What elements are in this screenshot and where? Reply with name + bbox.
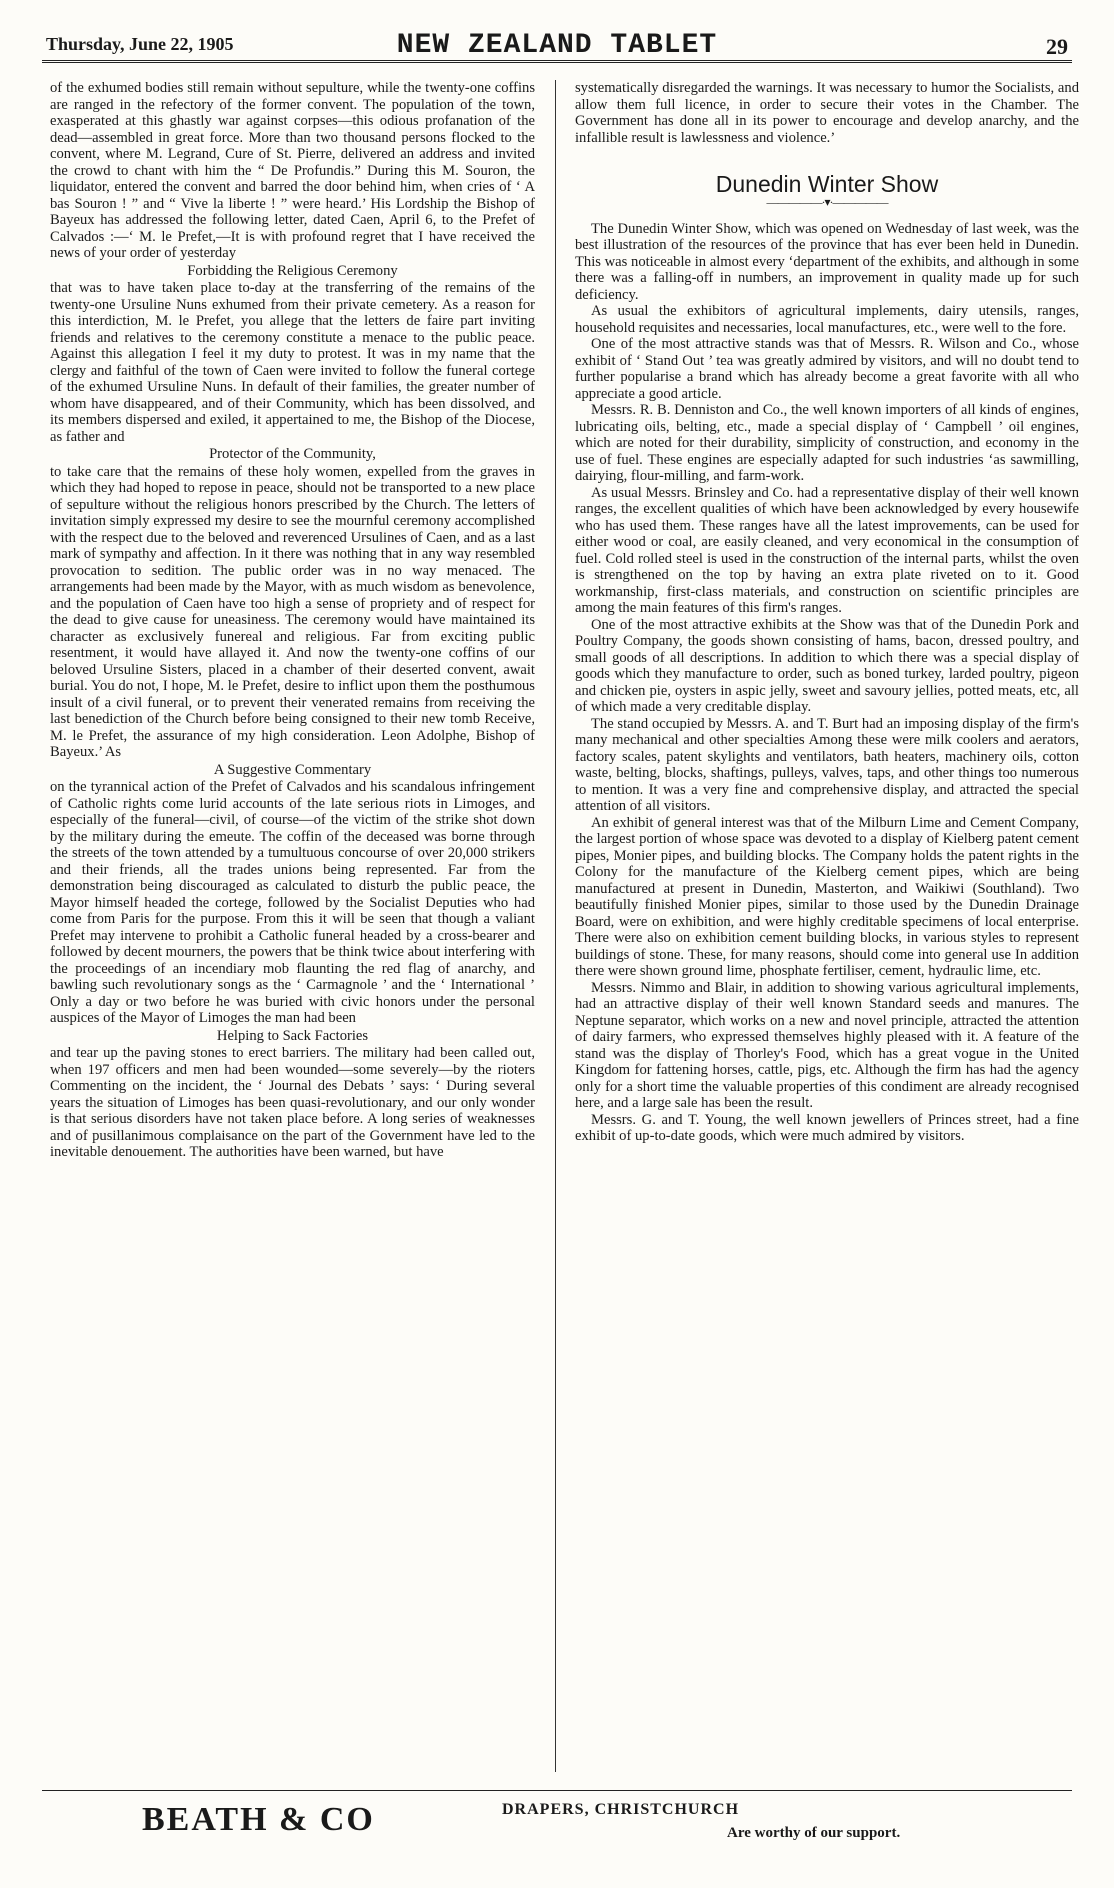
left-column bbox=[50, 80, 535, 1772]
article-paragraph: One of the most attractive stands was that of Messrs. R. Wilson and Co., whose exhibit of ‘ Stand Out ’ tea was greatly admired by visitors, and will no doubt tend to further popularise a brand which has already become a great favorite with all who appreciate a good article. bbox=[575, 336, 1079, 402]
advertiser-tagline: Are worthy of our support. bbox=[727, 1825, 901, 1841]
subheading-factories: Helping to Sack Factories bbox=[216, 1027, 369, 1044]
page-number: 29 bbox=[1046, 34, 1068, 59]
article-paragraph: As usual the exhibitors of agricultural implements, dairy utensils, ranges, household requisites and necessaries, local manufactures, etc., were well to the fore. bbox=[575, 303, 1079, 336]
column-divider bbox=[555, 80, 556, 1772]
subheading-forbidding: Forbidding the Religious Ceremony bbox=[187, 262, 398, 279]
subheading-commentary: A Suggestive Commentary bbox=[213, 761, 372, 778]
article-paragraph: and tear up the paving stones to erect barriers. The military had been called out, when 197 officers and men had been wounded—some severely—by the rioters Commenting on the incident, the ‘ Journal des Debats ’ says: ‘ During several years the situation of Limoges has been quasi-revolutionary, and our only wonder is that serious disorders have not taken place before. A long series of weaknesses and of pusillanimous complaisance on the part of the Government have led to the inevitable denouement. The authorities have been warned, but have bbox=[50, 1045, 535, 1160]
article-heading: Dunedin Winter Show bbox=[715, 171, 939, 197]
article-paragraph: Messrs. R. B. Denniston and Co., the well known importers of all kinds of engines, lubricating oils, belting, etc., made a special display of ‘ Campbell ’ oil engines, which are noted for their durability, simplicity of construction, and economy in the use of fuel. These engines are especially adapted for such industries ‘as sawmilling, dairying, flour-milling, and farm-work. bbox=[575, 402, 1079, 484]
advertiser-name: BEATH & CO bbox=[142, 1801, 375, 1838]
issue-date: Thursday, June 22, 1905 bbox=[46, 34, 234, 54]
article-paragraph: The Dunedin Winter Show, which was opened on Wednesday of last week, was the best illustration of the resources of the province that has ever been held in Dunedin. This was noticeable in almost every ‘department of the exhibits, and although in some there was a falling-off in numbers, an improvement in quality made up for such deficiency. bbox=[575, 220, 1079, 303]
article-paragraph: One of the most attractive exhibits at the Show was that of the Dunedin Pork and Poultry Company, the goods shown consisting of hams, bacon, dressed poultry, and small goods of all descriptions. In addition to which there was a special display of goods which they manufacture to order, such as boned turkey, larded poultry, pigeon and chicken pie, oysters in aspic jelly, sweet and savoury jellies, potted meats, etc, all of which made a very creditable display. bbox=[575, 616, 1079, 715]
footer-rule bbox=[42, 1790, 1072, 1791]
article-paragraph: Messrs. G. and T. Young, the well known jewellers of Princes street, had a fine exhibit of up-to-date goods, which were much admired by visitors. bbox=[575, 1111, 1079, 1144]
article-paragraph: to take care that the remains of these holy women, expelled from the graves in which they had hoped to repose in peace, should not be transported to a new place of sepulture without the religious honors prescribed by the Church. The letters of invitation simply expressed my desire to see the mournful ceremony accomplished with the respect due to the beloved and reverenced Ursulines of Caen, and as a last mark of sympathy and affection. In it there was nothing that in any way resembled provocation to sedition. The public order was in no way menaced. The arrangements had been made by the Mayor, with as much wisdom as benevolence, and the population of Caen have too high a sense of propriety and of respect for the dead to give cause for uneasiness. The ceremony would have maintained its character as exclusively funereal and religious. Far from exciting public resentment, it would have allayed it. And now the twenty-one coffins of our beloved Ursuline Sisters, placed in a chamber of their deserted convent, await burial. You do not, I hope, M. le Prefet, desire to inflict upon them the posthumous insult of a civil funeral, or to prevent their venerated remains from receiving the last benediction of the Church before being consigned to their new tomb Receive, M. le Prefet, the assurance of my high consideration. Leon Adolphe, Bishop of Bayeux.’ As bbox=[50, 463, 535, 760]
article-paragraph: on the tyrannical action of the Prefet of Calvados and his scandalous infringement of Catholic rights come lurid accounts of the late serious riots in Limoges, and especially of the funeral—civil, of course—of the victim of the strike shot down by the military during the emeute. The coffin of the deceased was borne through the streets of the town attended by a tumultuous concourse of over 20,000 strikers and their friends, all the trades unions being represented. Far from the demonstration being discouraged as calculated to disturb the public peace, the Mayor himself headed the cortege, followed by the Socialist Deputies who had come from Paris for the purpose. From this it will be seen that though a valiant Prefet may intervene to prohibit a Catholic funeral headed by a cross-bearer and followed by decent mourners, the powers that be think twice about interfering with the proceedings of an incendiary mob flaunting the red flag of anarchy, and bawling such revolutionary songs as the ‘ Carmagnole ’ and the ‘ International ’ Only a day or two before he was buried with civic honors under the personal auspices of the Mayor of Limoges the man had been bbox=[50, 779, 535, 1026]
article-paragraph: Messrs. Nimmo and Blair, in addition to showing various agricultural implements, had an attractive display of their well known Standard seeds and manures. The Neptune separator, which works on a new and novel principle, attracted the attention of dairy farmers, who expressed themselves highly pleased with it. A feature of the stand was the display of Thorley's Food, which has a great vogue in the United Kingdom for fattening horses, cattle, pigs, etc. Although the firm has had the agency only for a short time the valuable properties of this condiment are already recognised here, and a large sale has been the result. bbox=[575, 979, 1079, 1111]
article-paragraph: systematically disregarded the warnings. It was necessary to humor the Socialists, and allow them full licence, in order to secure their votes in the Chamber. The Government has done all in its power to encourage and develop anarchy, and the infallible result is lawlessness and violence.’ bbox=[575, 80, 1079, 146]
article-paragraph: that was to have taken place to-day at the transferring of the remains of the twenty-one Ursuline Nuns exhumed from their private cemetery. As a reason for this interdiction, M. le Prefet, you allege that the letters de faire part inviting friends and relatives to the ceremony constitute a menace to the public peace. Against this allegation I feel it my duty to protest. It was in my name that the clergy and faithful of the town of Caen were invited to follow the funeral cortege of the exhumed Ursuline Nuns. In default of their families, the greater number of whom have disappeared, and of their Community, which has been dissolved, and its members dispersed and exiled, it appertained to me, the Bishop of the Diocese, as father and bbox=[50, 280, 535, 445]
heading-ornament: —————·▾·————— bbox=[766, 194, 888, 209]
article-paragraph: of the exhumed bodies still remain without sepulture, while the twenty-one coffins are ranged in the refectory of the former convent. The population of the town, exasperated at this ghastly war against corpses—this odious profanation of the dead—assembled in great force. More than two thousand persons flocked to the convent, where M. Legrand, Cure of St. Pierre, delivered an address and invited the crowd to chant with him the “ De Profundis.” During this M. Souron, the liquidator, entered the convent and barred the door behind him, when cries of ‘ A bas Souron ! ” and “ Vive la liberte ! ” were heard.’ His Lordship the Bishop of Bayeux has addressed the following letter, dated Caen, April 6, to the Prefet of Calvados :—‘ M. le Prefet,—It is with profound regret that I have received the news of your order of yesterday bbox=[50, 80, 535, 261]
footer-advert bbox=[42, 1795, 1072, 1865]
newspaper-title: NEW ZEALAND TABLET bbox=[396, 30, 718, 61]
right-column bbox=[575, 80, 1079, 1772]
masthead bbox=[42, 30, 1072, 63]
article-paragraph: An exhibit of general interest was that of the Milburn Lime and Cement Company, the largest portion of whose space was devoted to a display of Kielberg patent cement pipes, Monier pipes, and building blocks. The Company holds the patent rights in the Colony for the manufacture of the Kielberg cement pipes, which are being manufactured at present in Dunedin, Masterton, and Waikiwi (Southland). Two beautifully finished Monier pipes, similar to those used by the Dunedin Drainage Board, were on exhibition, and were highly creditable specimens of local enterprise. There were also on exhibition cement building blocks, in various styles to represent buildings of stone. These, for many reasons, should come into general use In addition there were shown ground lime, phosphate fertiliser, cement, hydraulic lime, etc. bbox=[575, 814, 1079, 979]
advertiser-description: DRAPERS, CHRISTCHURCH bbox=[502, 1801, 740, 1818]
article-paragraph: As usual Messrs. Brinsley and Co. had a representative display of their well known ranges, the excellent qualities of which have been acknowledged by every housewife who has used them. These ranges have all the latest improvements, can be used for either wood or coal, are easily cleaned, and very economical in the consumption of fuel. Cold rolled steel is used in the construction of the internal parts, whilst the oven is strengthened on the top by having an extra plate riveted on to it. Good workmanship, first-class materials, and construction on scientific principles are among the main features of this firm's ranges. bbox=[575, 484, 1079, 616]
article-paragraph: The stand occupied by Messrs. A. and T. Burt had an imposing display of the firm's many mechanical and other specialties Among these were milk coolers and aerators, factory scales, patent skylights and ventilators, bath heaters, machinery oils, cotton waste, belting, blocks, shaftings, pulleys, valves, taps, and other things too numerous to mention. It was a very fine and comprehensive display, and attracted the special attention of all visitors. bbox=[575, 715, 1079, 814]
subheading-protector: Protector of the Community, bbox=[209, 446, 376, 462]
